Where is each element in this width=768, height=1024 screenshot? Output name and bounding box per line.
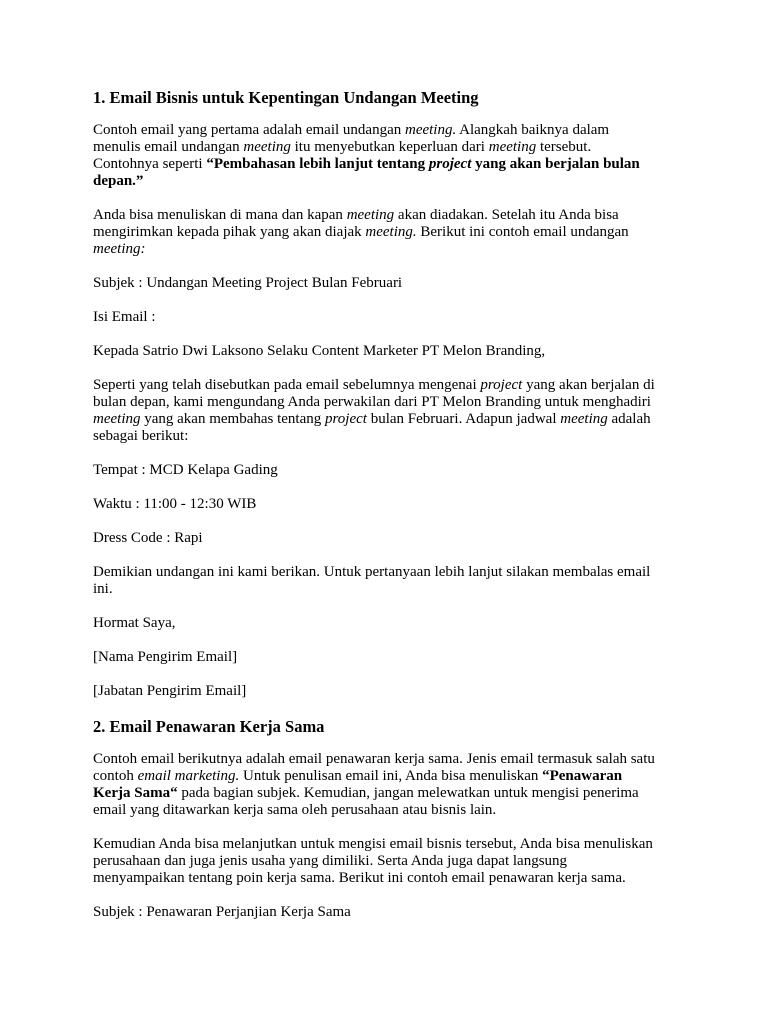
section1-paragraph-4 — [93, 564, 693, 598]
section1-paragraph-1 — [93, 122, 693, 190]
text-run: contoh — [93, 768, 138, 784]
text-run: mengirimkan kepada pihak yang akan diajak — [93, 224, 366, 240]
text-run: sebagai berikut: — [93, 428, 189, 444]
text-run: adalah — [607, 411, 651, 427]
text-run: tersebut. — [536, 139, 592, 155]
text-run: akan diadakan. Setelah itu Anda bisa — [394, 207, 619, 223]
sender-title: [Jabatan Pengirim Email] — [93, 683, 247, 699]
text-run: project — [325, 411, 367, 427]
text-run: Contoh email yang pertama adalah email undangan — [93, 122, 405, 138]
meeting-time: Waktu : 11:00 - 12:30 WIB — [93, 496, 257, 512]
text-run: meeting — [560, 411, 608, 427]
text-run: meeting — [346, 207, 395, 223]
email-body-label: Isi Email : — [93, 309, 156, 325]
section2-paragraph-2 — [93, 836, 693, 887]
text-run: Contoh email berikutnya adalah email penawaran kerja sama. Jenis email termasuk salah satu — [93, 751, 655, 767]
section1-paragraph-3 — [93, 377, 693, 445]
text-run: meeting. — [404, 122, 457, 138]
text-run: meeting: — [93, 241, 146, 257]
text-run: Berikut ini contoh email undangan — [416, 224, 629, 240]
section2-paragraph-1 — [93, 751, 693, 819]
document-page — [93, 88, 693, 921]
text-run: email marketing. — [137, 768, 240, 784]
text-run: depan.” — [93, 173, 144, 189]
text-run: bulan depan, kami mengundang Anda perwakilan dari PT Melon Branding untuk menghadiri — [93, 394, 651, 410]
paragraph-4-line-1: Demikian undangan ini kami berikan. Untuk pertanyaan lebih lanjut silakan membalas email — [93, 564, 651, 580]
meeting-place: Tempat : MCD Kelapa Gading — [93, 462, 278, 478]
text-run: email yang ditawarkan kerja sama oleh perusahaan atau bisnis lain. — [93, 802, 497, 818]
text-run: Kemudian Anda bisa melanjutkan untuk mengisi email bisnis tersebut, Anda bisa menuliskan — [93, 836, 653, 852]
text-run: Alangkah baiknya dalam — [456, 122, 610, 138]
closing-line: Hormat Saya, — [93, 615, 176, 631]
sender-name: [Nama Pengirim Email] — [93, 649, 238, 665]
text-run: meeting — [243, 139, 291, 155]
recipient-line: Kepada Satrio Dwi Laksono Selaku Content Marketer PT Melon Branding, — [93, 343, 546, 359]
text-run: project — [428, 156, 472, 172]
text-run: menulis email undangan — [93, 139, 244, 155]
section2-heading: 2. Email Penawaran Kerja Sama — [93, 717, 325, 736]
section1-paragraph-2 — [93, 207, 693, 258]
dress-code: Dress Code : Rapi — [93, 530, 203, 546]
section1-heading: 1. Email Bisnis untuk Kepentingan Undangan Meeting — [93, 88, 479, 107]
paragraph-4-line-2: ini. — [93, 581, 113, 597]
text-run: menyampaikan tentang poin kerja sama. Berikut ini contoh email penawaran kerja sama. — [93, 870, 626, 886]
text-run: Seperti yang telah disebutkan pada email sebelumnya mengenai — [93, 377, 481, 393]
text-run: yang akan berjalan di — [522, 377, 655, 393]
text-run: “Penawaran — [542, 768, 623, 784]
cooperation-subject-line: Subjek : Penawaran Perjanjian Kerja Sama — [93, 904, 351, 920]
text-run: meeting. — [365, 224, 417, 240]
text-run: bulan Februari. Adapun jadwal — [366, 411, 561, 427]
text-run: itu menyebutkan keperluan dari — [290, 139, 489, 155]
text-run-wrapper — [429, 156, 472, 172]
text-run: project — [480, 377, 523, 393]
text-run: Anda bisa menuliskan di mana dan kapan — [93, 207, 347, 223]
text-run: yang akan berjalan bulan — [471, 156, 640, 172]
text-run: Untuk penulisan email ini, Anda bisa menuliskan — [239, 768, 543, 784]
text-run: Kerja Sama“ — [93, 785, 178, 801]
text-run: perusahaan dan juga jenis usaha yang dimiliki. Serta Anda juga dapat langsung — [93, 853, 568, 869]
text-run: meeting — [93, 411, 141, 427]
text-run: yang akan membahas tentang — [140, 411, 326, 427]
text-run: “Pembahasan lebih lanjut tentang — [206, 156, 429, 172]
text-run: Contohnya seperti — [93, 156, 207, 172]
text-run: meeting — [488, 139, 537, 155]
meeting-subject-line: Subjek : Undangan Meeting Project Bulan Februari — [93, 275, 403, 291]
text-run: pada bagian subjek. Kemudian, jangan melewatkan untuk mengisi penerima — [177, 785, 639, 801]
